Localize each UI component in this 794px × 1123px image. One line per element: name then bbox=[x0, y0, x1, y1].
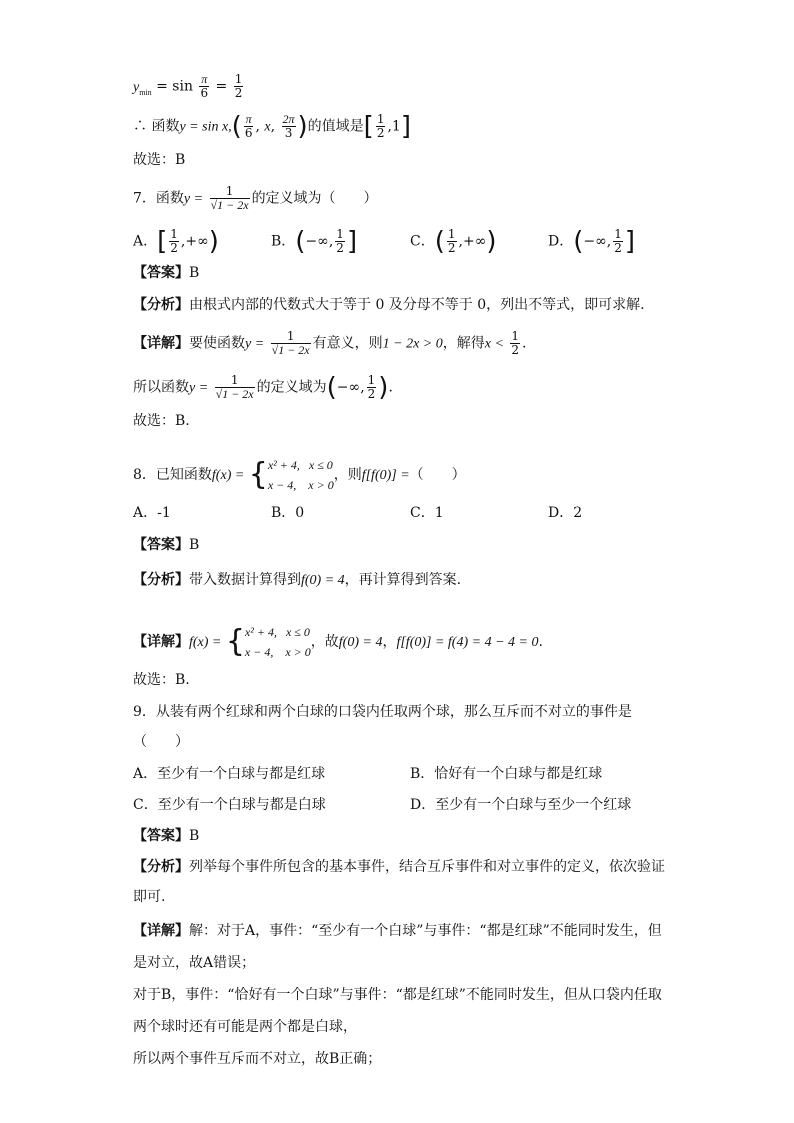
q9-option-c: C．至少有一个白球与都是白球 bbox=[133, 797, 326, 813]
q8-answer: 【答案】B bbox=[133, 537, 200, 553]
q7-option-d: D．(−∞, $\frac{1}{2}$ ] bbox=[548, 226, 636, 257]
q9-detail-line2: 是对立，故A错误； bbox=[133, 955, 256, 971]
q7-choose: 故选：B. bbox=[133, 413, 190, 429]
q9-detail-line3: 对于B，事件：“恰好有一个白球”与事件：“都是红球”不能同时发生，但从口袋内任取 bbox=[133, 987, 662, 1003]
q9-analysis-line1: 【分析】列举每个事件所包含的基本事件，结合互斥事件和对立事件的定义，依次验证 bbox=[133, 859, 665, 875]
q8-detail: 【详解】f(x) = { x² + 4, x ≤ 0 x − 4, x > 0 ，故f(0) = 4，f[f(0)] = f(4) = 4 − 4 = 0. bbox=[133, 624, 543, 659]
ymin-line: $y_{min} = \sin$ $\frac{\pi}{6}$ = $\frac{1}{2}$ bbox=[133, 72, 243, 100]
q7-stem: 7．函数y = $\frac{1}{√1 - 2x}$ 的定义域为（ ） bbox=[133, 184, 378, 212]
q9-option-a: A．至少有一个白球与都是红球 bbox=[133, 766, 326, 782]
q9-option-d: D．至少有一个白球与至少一个红球 bbox=[410, 797, 632, 813]
q9-option-b: B．恰好有一个白球与都是红球 bbox=[410, 766, 603, 782]
q7-option-c: C．( $\frac{1}{2}$ ,+∞) bbox=[410, 226, 497, 257]
prev-answer: 故选：B bbox=[133, 152, 186, 168]
q9-analysis-line2: 即可. bbox=[133, 889, 166, 905]
q9-stem-line2: （ ） bbox=[133, 734, 189, 750]
q9-detail-line5: 所以两个事件互斥而不对立，故B正确； bbox=[133, 1051, 382, 1067]
q9-answer: 【答案】B bbox=[133, 828, 200, 844]
q7-analysis: 【分析】由根式内部的代数式大于等于 0 及分母不等于 0，列出不等式，即可求解. bbox=[133, 297, 645, 313]
q9-detail-line4: 两个球时还有可能是两个都是白球， bbox=[133, 1019, 357, 1035]
q7-answer: 【答案】B bbox=[133, 265, 200, 281]
q8-option-d: D．2 bbox=[548, 505, 583, 521]
q9-detail-line1: 【详解】解：对于A，事件：“至少有一个白球”与事件：“都是红球”不能同时发生，但 bbox=[133, 923, 662, 939]
q9-stem-line1: 9．从装有两个红球和两个白球的口袋内任取两个球，那么互斥而不对立的事件是 bbox=[133, 704, 632, 720]
q7-detail: 【详解】要使函数y = $\frac{1}{√1 - 2x}$ 有意义，则1 − 2x > 0，解得x < $\frac{1}{2}$ . bbox=[133, 329, 527, 357]
range-conclusion: ∴ 函数y = sin x,( $\frac{\pi}{6}$ , x, $\frac{2\pi}{3}$ )的值域是[ $\frac{1}{2}$ ,1] bbox=[133, 111, 411, 142]
q8-option-c: C．1 bbox=[410, 505, 444, 521]
q8-option-b: B．0 bbox=[271, 505, 305, 521]
q8-choose: 故选：B. bbox=[133, 672, 190, 688]
q7-so: 所以函数y = $\frac{1}{√1 - 2x}$ 的定义域为(−∞, $\frac{1}{2}$ ). bbox=[133, 372, 393, 403]
q8-analysis: 【分析】带入数据计算得到f(0) = 4，再计算得到答案. bbox=[133, 572, 462, 588]
q8-option-a: A．-1 bbox=[133, 505, 171, 521]
q8-stem: 8．已知函数f(x) = { x² + 4, x ≤ 0 x − 4, x > 0 ，则f[f(0)] =（ ） bbox=[133, 457, 466, 492]
q7-option-b: B．(−∞, $\frac{1}{2}$ ] bbox=[271, 226, 358, 257]
q7-option-a: A．[ $\frac{1}{2}$ ,+∞) bbox=[133, 226, 219, 257]
